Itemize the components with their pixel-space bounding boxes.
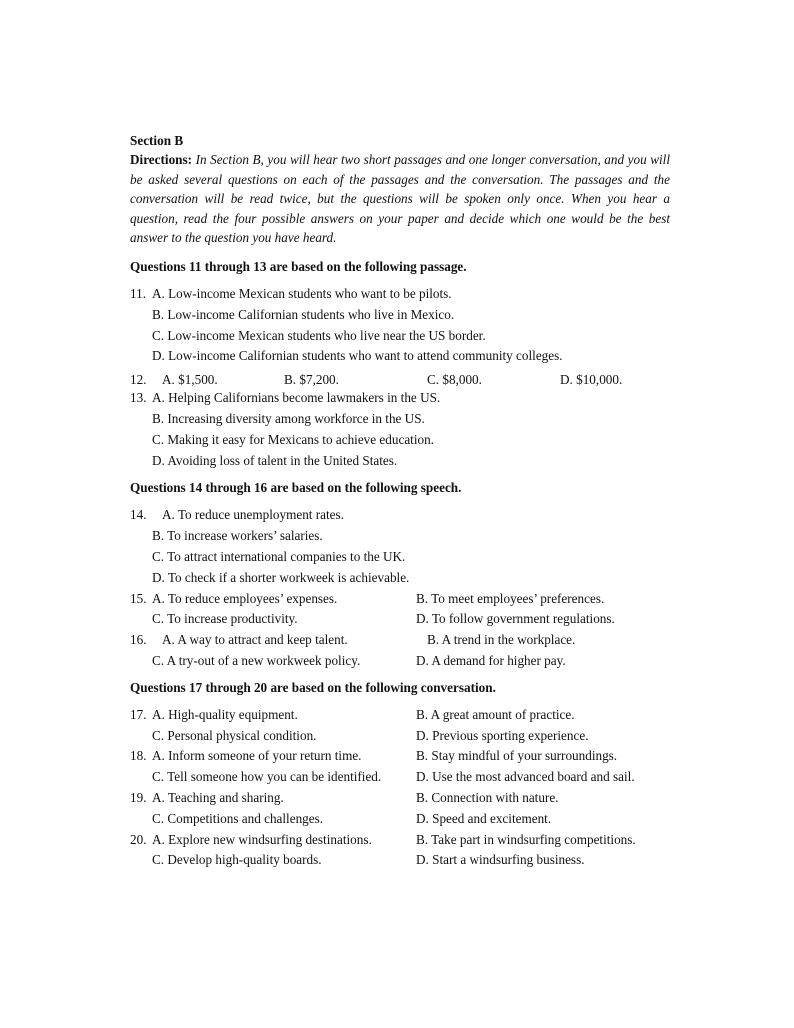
q12-option-a: A. $1,500. [162, 372, 218, 388]
q15-number: 15. [130, 590, 147, 606]
q20-row-1 [130, 830, 670, 851]
q15-row-1 [130, 589, 670, 610]
question-17 [130, 705, 670, 747]
q19-row-1 [130, 788, 670, 809]
q15-option-b: B. To meet employees’ preferences. [416, 590, 605, 606]
q12-option-b: B. $7,200. [284, 372, 339, 388]
q11-option-c: C. Low-income Mexican students who live near the US border. [152, 327, 486, 343]
q16-number: 16. [130, 632, 147, 648]
question-12 [130, 371, 670, 388]
q17-option-d: D. Previous sporting experience. [416, 727, 589, 743]
question-14 [130, 505, 670, 588]
q14-row-3 [130, 547, 670, 568]
group3-heading: Questions 17 through 20 are based on the following conversation. [130, 679, 496, 695]
q20-option-c: C. Develop high-quality boards. [152, 852, 322, 868]
section-title: Section B [130, 133, 184, 148]
exam-page [130, 130, 670, 871]
q11-row-3 [130, 326, 670, 347]
q16-row-1 [130, 630, 670, 651]
q14-row-1 [130, 505, 670, 526]
question-11 [130, 284, 670, 367]
q14-option-b: B. To increase workers’ salaries. [152, 528, 323, 544]
q16-option-b: B. A trend in the workplace. [427, 632, 576, 648]
q19-option-d: D. Speed and excitement. [416, 810, 552, 826]
q19-option-a: A. Teaching and sharing. [152, 789, 284, 805]
q16-option-d: D. A demand for higher pay. [416, 652, 566, 668]
q11-option-b: B. Low-income Californian students who live in Mexico. [152, 306, 455, 322]
q18-row-1 [130, 746, 670, 767]
q18-option-c: C. Tell someone how you can be identified. [152, 769, 382, 785]
q17-option-a: A. High-quality equipment. [152, 706, 298, 722]
question-15 [130, 589, 670, 631]
q14-option-d: D. To check if a shorter workweek is achievable. [152, 569, 410, 585]
q14-number: 14. [130, 507, 147, 523]
q11-row-4 [130, 346, 670, 367]
q12-option-d: D. $10,000. [560, 372, 623, 388]
question-20 [130, 830, 670, 872]
q18-row-2 [130, 767, 670, 788]
q13-option-d: D. Avoiding loss of talent in the United States. [152, 452, 398, 468]
q14-row-2 [130, 526, 670, 547]
q13-option-c: C. Making it easy for Mexicans to achieve education. [152, 431, 434, 447]
q17-row-1 [130, 705, 670, 726]
q18-option-a: A. Inform someone of your return time. [152, 748, 362, 764]
q18-option-b: B. Stay mindful of your surroundings. [416, 748, 618, 764]
q11-option-d: D. Low-income Californian students who want to attend community colleges. [152, 348, 563, 364]
question-18 [130, 746, 670, 788]
q20-option-d: D. Start a windsurfing business. [416, 852, 585, 868]
q15-option-a: A. To reduce employees’ expenses. [152, 590, 338, 606]
q13-row-4 [130, 451, 670, 472]
q15-option-c: C. To increase productivity. [152, 611, 298, 627]
directions-label: Directions: [130, 152, 193, 167]
q11-number: 11. [130, 285, 146, 301]
q16-option-c: C. A try-out of a new workweek policy. [152, 652, 361, 668]
q20-option-b: B. Take part in windsurfing competitions. [416, 831, 636, 847]
q17-number: 17. [130, 706, 147, 722]
q13-number: 13. [130, 390, 147, 406]
question-19 [130, 788, 670, 830]
q17-option-b: B. A great amount of practice. [416, 706, 575, 722]
q13-option-b: B. Increasing diversity among workforce in the US. [152, 410, 425, 426]
q13-option-a: A. Helping Californians become lawmakers in the US. [152, 390, 441, 406]
q13-row-3 [130, 430, 670, 451]
q18-option-d: D. Use the most advanced board and sail. [416, 769, 635, 785]
q19-row-2 [130, 809, 670, 830]
q20-option-a: A. Explore new windsurfing destinations. [152, 831, 372, 847]
q17-option-c: C. Personal physical condition. [152, 727, 317, 743]
q11-row-2 [130, 305, 670, 326]
q11-row-1 [130, 284, 670, 305]
q19-option-c: C. Competitions and challenges. [152, 810, 324, 826]
q20-row-2 [130, 850, 670, 871]
directions-text: In Section B, you will hear two short passages and one longer conversation, and you will be asked several questions on each of the passages and the conversation. The passages and the conversation will be read twice, but the questions will be spoken only once. When you hear a question, read the four possible answers on your paper and decide which one would be the best answer to the question you have heard. [130, 152, 670, 246]
q18-number: 18. [130, 748, 147, 764]
question-16 [130, 630, 670, 672]
q20-number: 20. [130, 831, 147, 847]
q12-number: 12. [130, 372, 147, 388]
group2-heading: Questions 14 through 16 are based on the following speech. [130, 480, 462, 496]
q15-row-2 [130, 609, 670, 630]
q16-option-a: A. A way to attract and keep talent. [162, 632, 348, 648]
q16-row-2 [130, 651, 670, 672]
q15-option-d: D. To follow government regulations. [416, 611, 615, 627]
q14-option-c: C. To attract international companies to the UK. [152, 548, 406, 564]
group1-heading: Questions 11 through 13 are based on the following passage. [130, 258, 467, 274]
q13-row-1 [130, 388, 670, 409]
q14-option-a: A. To reduce unemployment rates. [162, 507, 344, 523]
q13-row-2 [130, 409, 670, 430]
q14-row-4 [130, 568, 670, 589]
q17-row-2 [130, 726, 670, 747]
q19-option-b: B. Connection with nature. [416, 789, 559, 805]
question-13 [130, 388, 670, 471]
q19-number: 19. [130, 789, 147, 805]
q11-option-a: A. Low-income Mexican students who want to be pilots. [152, 285, 452, 301]
q12-option-c: C. $8,000. [427, 372, 482, 388]
section-directions [130, 150, 670, 248]
